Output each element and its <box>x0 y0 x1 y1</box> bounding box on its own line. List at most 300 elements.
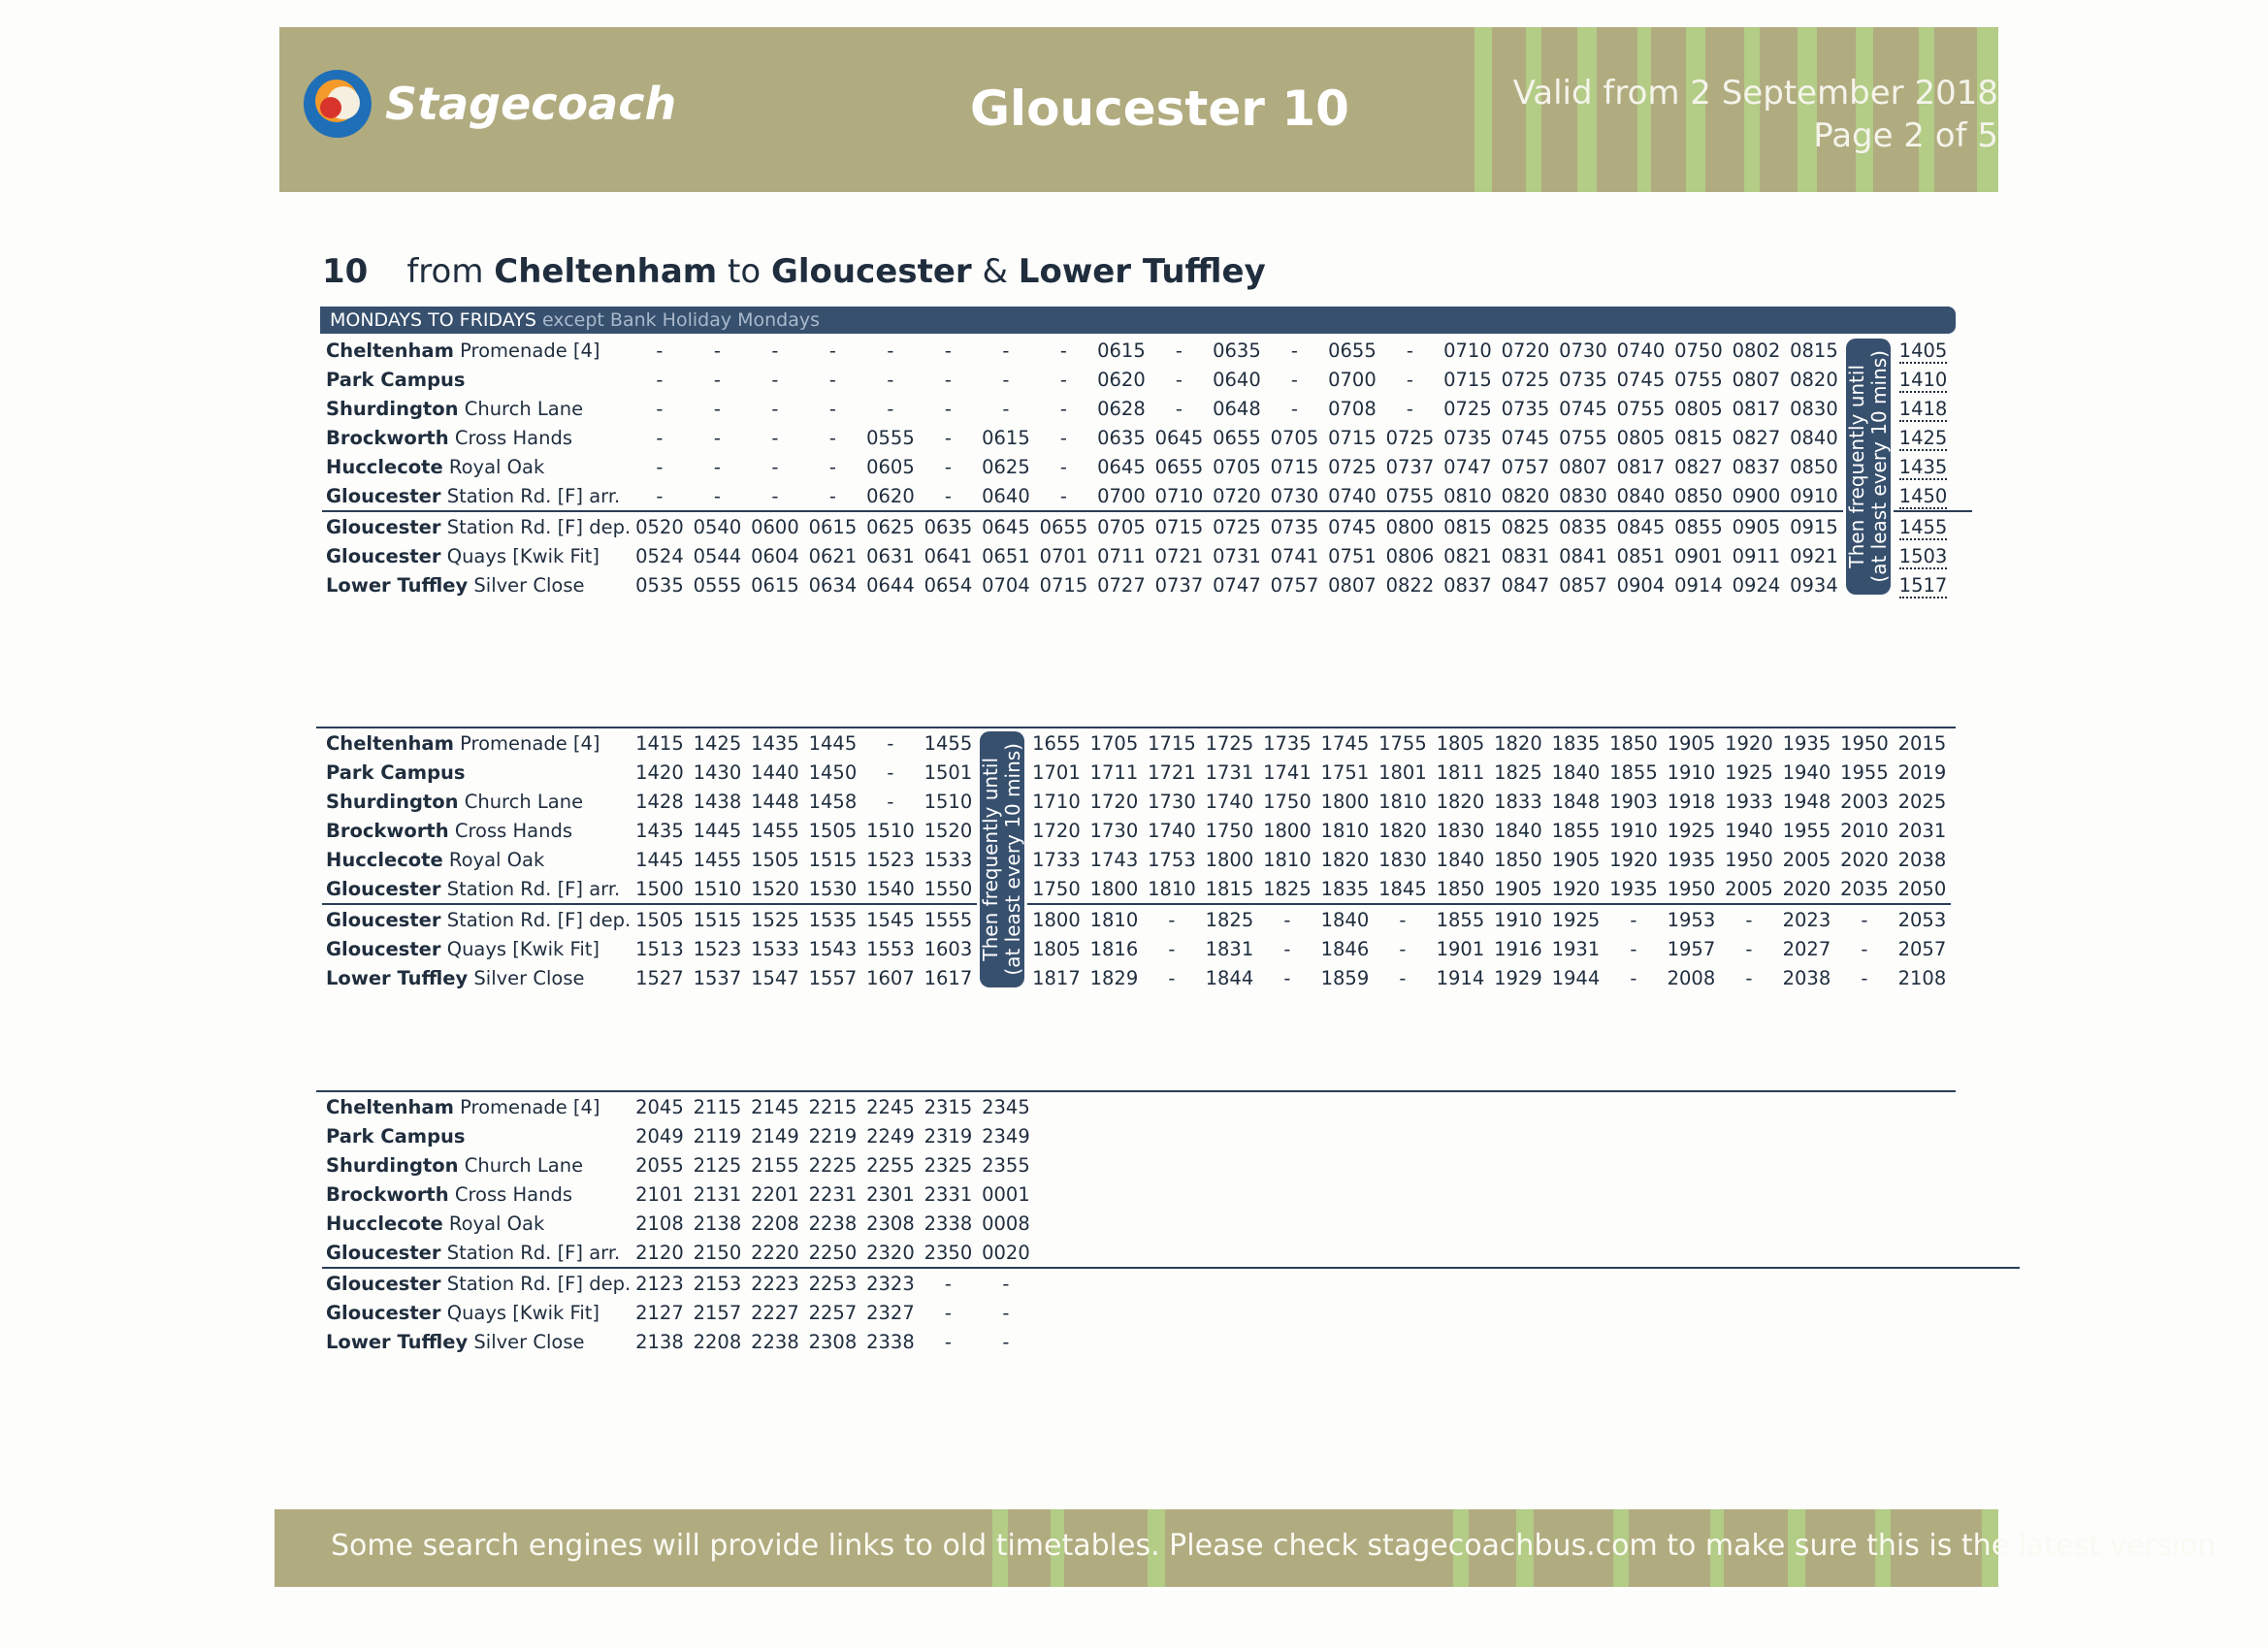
departure-time: 0757 <box>1501 455 1550 478</box>
departure-time: - <box>713 455 721 478</box>
departure-time: - <box>1002 1330 1010 1353</box>
departure-time: - <box>1745 937 1753 960</box>
departure-time: 1800 <box>1320 790 1370 813</box>
departure-time: 1428 <box>635 790 684 813</box>
departure-time: 1547 <box>751 966 799 989</box>
departure-time: 1920 <box>1609 848 1658 871</box>
departure-time: 2131 <box>693 1182 742 1206</box>
departure-time: 2027 <box>1782 937 1831 960</box>
table-row <box>322 934 1951 963</box>
stop-locality: Shurdington <box>326 790 459 813</box>
stop-name <box>322 874 631 904</box>
departure-time: 1435 <box>635 819 684 842</box>
departure-time: 1430 <box>693 760 742 784</box>
departure-time: 0655 <box>1035 511 1093 541</box>
departure-time: 1948 <box>1782 790 1831 813</box>
departure-time: 1811 <box>1436 760 1485 784</box>
departure-time: 2153 <box>689 1268 747 1298</box>
departure-time: 1855 <box>1551 819 1601 842</box>
departure-time: 1955 <box>1782 819 1831 842</box>
stop-name <box>322 1092 631 1121</box>
departure-time: - <box>944 484 952 507</box>
departure-time: - <box>713 368 721 391</box>
timetable-block-1 <box>322 336 1972 599</box>
frequency-note-line-2: (at least every 10 mins) <box>1001 743 1025 976</box>
departure-time: 2238 <box>751 1330 799 1353</box>
departure-time: - <box>1399 937 1407 960</box>
departure-time: 1555 <box>920 904 978 934</box>
departure-time: - <box>1175 339 1183 362</box>
departure-time: 0700 <box>1097 484 1146 507</box>
departure-time: 0615 <box>804 511 862 541</box>
departure-time: 1617 <box>923 966 973 989</box>
stop-name <box>322 452 631 481</box>
departure-time: 2108 <box>1897 966 1947 989</box>
departure-time: 0747 <box>1443 455 1492 478</box>
departure-time: - <box>713 484 721 507</box>
stop-detail: Royal Oak <box>442 848 545 871</box>
departure-time: 1750 <box>1032 877 1081 900</box>
footer-banner <box>275 1509 2217 1587</box>
departure-time: - <box>1406 368 1413 391</box>
departure-time: - <box>1835 904 1894 934</box>
frequency-note <box>1843 336 1894 599</box>
departure-time: 0850 <box>1674 484 1723 507</box>
departure-time: 1501 <box>923 760 973 784</box>
departure-time: - <box>1059 397 1067 420</box>
departure-time: 2115 <box>693 1095 742 1118</box>
departure-time: 0001 <box>982 1182 1030 1206</box>
table-row <box>322 423 1972 452</box>
table-row <box>322 845 1951 874</box>
departure-time: 0711 <box>1097 544 1146 567</box>
departure-time: 1721 <box>1148 760 1196 784</box>
departure-time: 1820 <box>1378 819 1427 842</box>
departure-time: - <box>1168 966 1176 989</box>
table-row <box>322 758 1951 787</box>
departure-time: 0715 <box>1270 455 1319 478</box>
departure-time: 0745 <box>1501 426 1550 449</box>
departure-time: 1545 <box>861 904 920 934</box>
stop-name <box>322 758 631 787</box>
departure-time: 1435 <box>751 731 799 755</box>
table-row <box>322 787 1951 816</box>
departure-time: 1510 <box>866 819 915 842</box>
departure-time: - <box>1002 1301 1010 1324</box>
departure-time: 2223 <box>746 1268 804 1298</box>
departure-time: 0654 <box>923 573 973 597</box>
departure-time: 1415 <box>635 731 684 755</box>
departure-time: 1825 <box>1201 904 1259 934</box>
departure-time: 0807 <box>1559 455 1607 478</box>
departure-time: - <box>713 397 721 420</box>
departure-time: 1840 <box>1494 819 1542 842</box>
departure-time: 0807 <box>1732 368 1781 391</box>
timetable-block-3 <box>322 1092 2020 1356</box>
departure-time: 1914 <box>1436 966 1485 989</box>
departure-time: 2208 <box>751 1212 799 1235</box>
table-row <box>322 394 1972 423</box>
departure-time-value: 1455 <box>1898 515 1948 538</box>
stop-locality: Cheltenham <box>326 1095 454 1118</box>
departure-time: 1820 <box>1320 848 1370 871</box>
departure-time: 0805 <box>1674 397 1723 420</box>
departure-time: 1933 <box>1725 790 1773 813</box>
departure-time: 1705 <box>1089 731 1139 755</box>
departure-time: 1455 <box>751 819 799 842</box>
departure-time: - <box>828 426 836 449</box>
departure-time: 2049 <box>635 1124 684 1148</box>
table-row <box>322 1092 2020 1121</box>
departure-time: 2249 <box>866 1124 915 1148</box>
departure-time: 0721 <box>1154 544 1204 567</box>
departure-time: 0747 <box>1213 573 1261 597</box>
departure-time: 1537 <box>693 966 742 989</box>
departure-time: 0520 <box>631 511 689 541</box>
departure-time: 0910 <box>1790 484 1838 507</box>
departure-time: 2327 <box>866 1301 915 1324</box>
departure-time: 2255 <box>866 1153 915 1177</box>
departure-time: - <box>1143 904 1201 934</box>
departure-time: - <box>1175 368 1183 391</box>
departure-time: 1735 <box>1263 731 1312 755</box>
stop-name <box>322 963 631 992</box>
departure-time: 0008 <box>982 1212 1030 1235</box>
departure-time: - <box>656 397 664 420</box>
frequency-note-line-2: (at least every 10 mins) <box>1866 350 1891 583</box>
departure-time: 0655 <box>1154 455 1204 478</box>
departure-time: - <box>887 731 894 755</box>
footer-notice: Some search engines will provide links to old timetables. Please check stagecoachbus.com to make sure this is the latest version <box>331 1529 2217 1563</box>
departure-time <box>1894 394 1972 423</box>
stop-locality: Brockworth <box>326 819 449 842</box>
departure-time: 0727 <box>1097 573 1146 597</box>
departure-time: - <box>977 1268 1035 1298</box>
departure-time: 0725 <box>1328 455 1377 478</box>
departure-time: 0904 <box>1616 573 1666 597</box>
departure-time-value: 1410 <box>1898 368 1948 391</box>
departure-time: 1523 <box>866 848 915 871</box>
departure-time <box>1894 452 1972 481</box>
departure-time: 1725 <box>1205 731 1254 755</box>
departure-time: 1800 <box>1027 904 1085 934</box>
departure-time: 1607 <box>866 966 915 989</box>
departure-time: 0815 <box>1790 339 1838 362</box>
departure-time: 2215 <box>808 1095 858 1118</box>
departure-time: 0806 <box>1385 544 1435 567</box>
departure-time: 1715 <box>1148 731 1196 755</box>
departure-time: 1733 <box>1032 848 1081 871</box>
stop-name <box>322 570 631 599</box>
departure-time-value: 1418 <box>1898 397 1948 420</box>
frequency-note <box>977 728 1027 992</box>
departure-time: - <box>1630 937 1637 960</box>
departure-time: 0831 <box>1501 544 1550 567</box>
departure-time: 0851 <box>1616 544 1666 567</box>
departure-time: 2355 <box>982 1153 1030 1177</box>
departure-time: 0731 <box>1213 544 1261 567</box>
departure-time: 1753 <box>1148 848 1196 871</box>
departure-time: 1850 <box>1436 877 1485 900</box>
table-row <box>322 1298 2020 1327</box>
row-padding <box>1035 1092 2020 1121</box>
day-type-label: MONDAYS TO FRIDAYS <box>330 309 536 331</box>
departure-time: 0725 <box>1385 426 1435 449</box>
stop-detail: Station Rd. [F] dep. <box>440 1272 632 1295</box>
departure-time <box>1894 423 1972 452</box>
stop-locality: Park Campus <box>326 368 466 391</box>
departure-time-value: 1503 <box>1898 544 1948 567</box>
departure-time: 1515 <box>689 904 747 934</box>
departure-time: 1903 <box>1609 790 1658 813</box>
table-row <box>322 1150 2020 1180</box>
departure-time: 0837 <box>1443 573 1492 597</box>
departure-time: 2231 <box>808 1182 858 1206</box>
departure-time: 2245 <box>866 1095 915 1118</box>
departure-time: 0740 <box>1616 339 1666 362</box>
departure-time: 2227 <box>751 1301 799 1324</box>
departure-time: 1859 <box>1320 966 1370 989</box>
departure-time: 0820 <box>1790 368 1838 391</box>
departure-time: 2008 <box>1667 966 1716 989</box>
departure-time: 2057 <box>1897 937 1947 960</box>
table-row <box>322 511 1972 541</box>
departure-time-value: 1517 <box>1898 573 1948 597</box>
departure-time: 1845 <box>1378 877 1427 900</box>
departure-time: - <box>1399 966 1407 989</box>
service-number: 10 <box>322 252 369 291</box>
departure-time: 1955 <box>1840 760 1889 784</box>
departure-time: 1543 <box>808 937 858 960</box>
departure-time: 0820 <box>1501 484 1550 507</box>
stop-detail: Royal Oak <box>442 1212 545 1235</box>
departure-time: 0857 <box>1559 573 1607 597</box>
departure-time: 0817 <box>1616 455 1666 478</box>
departure-time: 1420 <box>635 760 684 784</box>
departure-time: 1505 <box>751 848 799 871</box>
departure-time: 0710 <box>1443 339 1492 362</box>
stop-locality: Hucclecote <box>326 455 443 478</box>
departure-time: 1720 <box>1032 819 1081 842</box>
departure-time: 1815 <box>1205 877 1254 900</box>
departure-time: 1750 <box>1205 819 1254 842</box>
departure-time: 1910 <box>1489 904 1547 934</box>
departure-time: 2023 <box>1778 904 1836 934</box>
departure-time: 0750 <box>1674 339 1723 362</box>
departure-time: - <box>771 339 779 362</box>
stop-detail: Quays [Kwik Fit] <box>440 937 600 960</box>
departure-time: 2145 <box>751 1095 799 1118</box>
departure-time: 1810 <box>1320 819 1370 842</box>
departure-time: 1800 <box>1263 819 1312 842</box>
departure-time: 2219 <box>808 1124 858 1148</box>
departure-time: - <box>1283 966 1291 989</box>
departure-time: 1935 <box>1609 877 1658 900</box>
departure-time: 2208 <box>693 1330 742 1353</box>
departure-time: - <box>887 397 894 420</box>
departure-time: 1740 <box>1205 790 1254 813</box>
departure-time: 1513 <box>635 937 684 960</box>
departure-time: 0725 <box>1501 368 1550 391</box>
departure-time: 1800 <box>1089 877 1139 900</box>
departure-time: 1533 <box>923 848 973 871</box>
departure-time: 1825 <box>1494 760 1542 784</box>
departure-time: 0615 <box>1097 339 1146 362</box>
departure-time: 1848 <box>1551 790 1601 813</box>
departure-time <box>1894 365 1972 394</box>
departure-time: 0901 <box>1674 544 1723 567</box>
departure-time: 0755 <box>1616 397 1666 420</box>
table-row <box>322 874 1951 904</box>
stop-locality: Gloucester <box>326 484 441 507</box>
departure-time: - <box>887 339 894 362</box>
departure-time: 0645 <box>1154 426 1204 449</box>
departure-time: 1850 <box>1609 731 1658 755</box>
departure-time: 2350 <box>923 1241 973 1264</box>
departure-time: 0641 <box>923 544 973 567</box>
departure-time: - <box>887 790 894 813</box>
departure-time: - <box>1002 368 1010 391</box>
departure-time: 1816 <box>1089 937 1139 960</box>
departure-time: 2055 <box>635 1153 684 1177</box>
departure-time: 2031 <box>1897 819 1947 842</box>
departure-time: 1655 <box>1032 731 1081 755</box>
stop-detail: Quays [Kwik Fit] <box>440 1301 600 1324</box>
timetable-block-2 <box>322 728 1951 992</box>
header-banner <box>279 27 1998 192</box>
departure-time: 0934 <box>1790 573 1838 597</box>
departure-time: - <box>944 426 952 449</box>
departure-time: - <box>1745 966 1753 989</box>
departure-time: - <box>1168 937 1176 960</box>
departure-time: 0730 <box>1270 484 1319 507</box>
departure-time: 0655 <box>1213 426 1261 449</box>
departure-time: 1817 <box>1032 966 1081 989</box>
departure-time: 1745 <box>1320 731 1370 755</box>
departure-time: 1527 <box>635 966 684 989</box>
departure-time: - <box>771 455 779 478</box>
departure-time: 2025 <box>1897 790 1947 813</box>
departure-time: 0850 <box>1790 455 1838 478</box>
departure-time: 1916 <box>1494 937 1542 960</box>
departure-time: - <box>656 368 664 391</box>
departure-time: 0821 <box>1443 544 1492 567</box>
departure-time: 1505 <box>631 904 689 934</box>
departure-time: 1855 <box>1609 760 1658 784</box>
departure-time: 1801 <box>1378 760 1427 784</box>
departure-time: - <box>1290 397 1298 420</box>
departure-time: 1458 <box>808 790 858 813</box>
departure-time: 0911 <box>1732 544 1781 567</box>
departure-time <box>1894 570 1972 599</box>
departure-time: 1603 <box>923 937 973 960</box>
stop-name <box>322 1327 631 1356</box>
departure-time: 1920 <box>1725 731 1773 755</box>
stop-locality: Brockworth <box>326 1182 449 1206</box>
departure-time: 0827 <box>1732 426 1781 449</box>
departure-time: 2149 <box>751 1124 799 1148</box>
departure-time <box>1894 481 1972 511</box>
stop-locality: Cheltenham <box>326 339 454 362</box>
departure-time: 2308 <box>808 1330 858 1353</box>
stop-locality: Gloucester <box>326 515 441 538</box>
departure-time: 1540 <box>866 877 915 900</box>
stop-locality: Gloucester <box>326 1301 441 1324</box>
row-padding <box>1035 1150 2020 1180</box>
departure-time: 1455 <box>693 848 742 871</box>
departure-time: 2119 <box>693 1124 742 1148</box>
stop-detail: Church Lane <box>458 397 584 420</box>
frequency-note-line-1: Then frequently until <box>979 758 1003 961</box>
stop-locality: Park Campus <box>326 1124 466 1148</box>
departure-time: 0900 <box>1732 484 1781 507</box>
departure-time: 2320 <box>866 1241 915 1264</box>
departure-time: 0540 <box>689 511 747 541</box>
stop-locality: Park Campus <box>326 760 466 784</box>
departure-time: 0914 <box>1674 573 1723 597</box>
stop-detail: Promenade [4] <box>453 1095 600 1118</box>
departure-time-value: 1435 <box>1898 455 1948 478</box>
departure-time-value: 1450 <box>1898 484 1948 507</box>
row-padding <box>1035 1298 2020 1327</box>
stop-name <box>322 1298 631 1327</box>
departure-time: 1505 <box>808 819 858 842</box>
stop-name <box>322 816 631 845</box>
departure-time: 1905 <box>1494 877 1542 900</box>
departure-time: 0905 <box>1728 511 1786 541</box>
origin: Cheltenham <box>494 252 718 291</box>
table-row <box>322 336 1972 365</box>
departure-time: 1950 <box>1840 731 1889 755</box>
departure-time: 1810 <box>1148 877 1196 900</box>
validity-info <box>1455 72 1998 157</box>
departure-time: 2220 <box>751 1241 799 1264</box>
departure-time: 1500 <box>635 877 684 900</box>
departure-time: - <box>828 397 836 420</box>
departure-time: 0655 <box>1328 339 1377 362</box>
departure-time: 1805 <box>1032 937 1081 960</box>
departure-time: - <box>887 368 894 391</box>
departure-time: 2127 <box>635 1301 684 1324</box>
departure-time: - <box>1002 339 1010 362</box>
departure-time: - <box>944 1301 952 1324</box>
departure-time: 0840 <box>1616 484 1666 507</box>
stop-detail: Station Rd. [F] arr. <box>440 484 621 507</box>
departure-time: 1810 <box>1378 790 1427 813</box>
stop-locality: Shurdington <box>326 1153 459 1177</box>
departure-time: 0807 <box>1328 573 1377 597</box>
stop-name <box>322 1180 631 1209</box>
stop-detail: Church Lane <box>458 1153 584 1177</box>
stop-locality: Gloucester <box>326 877 441 900</box>
stop-name <box>322 728 631 758</box>
table-row <box>322 963 1951 992</box>
departure-time: - <box>944 397 952 420</box>
departure-time: 1905 <box>1551 848 1601 871</box>
departure-time: 1850 <box>1494 848 1542 871</box>
frequency-note-box <box>980 731 1024 987</box>
departure-time: - <box>656 339 664 362</box>
departure-time: 0635 <box>1097 426 1146 449</box>
departure-time: 2225 <box>808 1153 858 1177</box>
departure-time: 0700 <box>1328 368 1377 391</box>
departure-time: 0720 <box>1501 339 1550 362</box>
departure-time: 1905 <box>1667 731 1716 755</box>
departure-time: 2349 <box>982 1124 1030 1148</box>
departure-time: 1833 <box>1494 790 1542 813</box>
stop-locality: Gloucester <box>326 1241 441 1264</box>
departure-time: 1523 <box>693 937 742 960</box>
